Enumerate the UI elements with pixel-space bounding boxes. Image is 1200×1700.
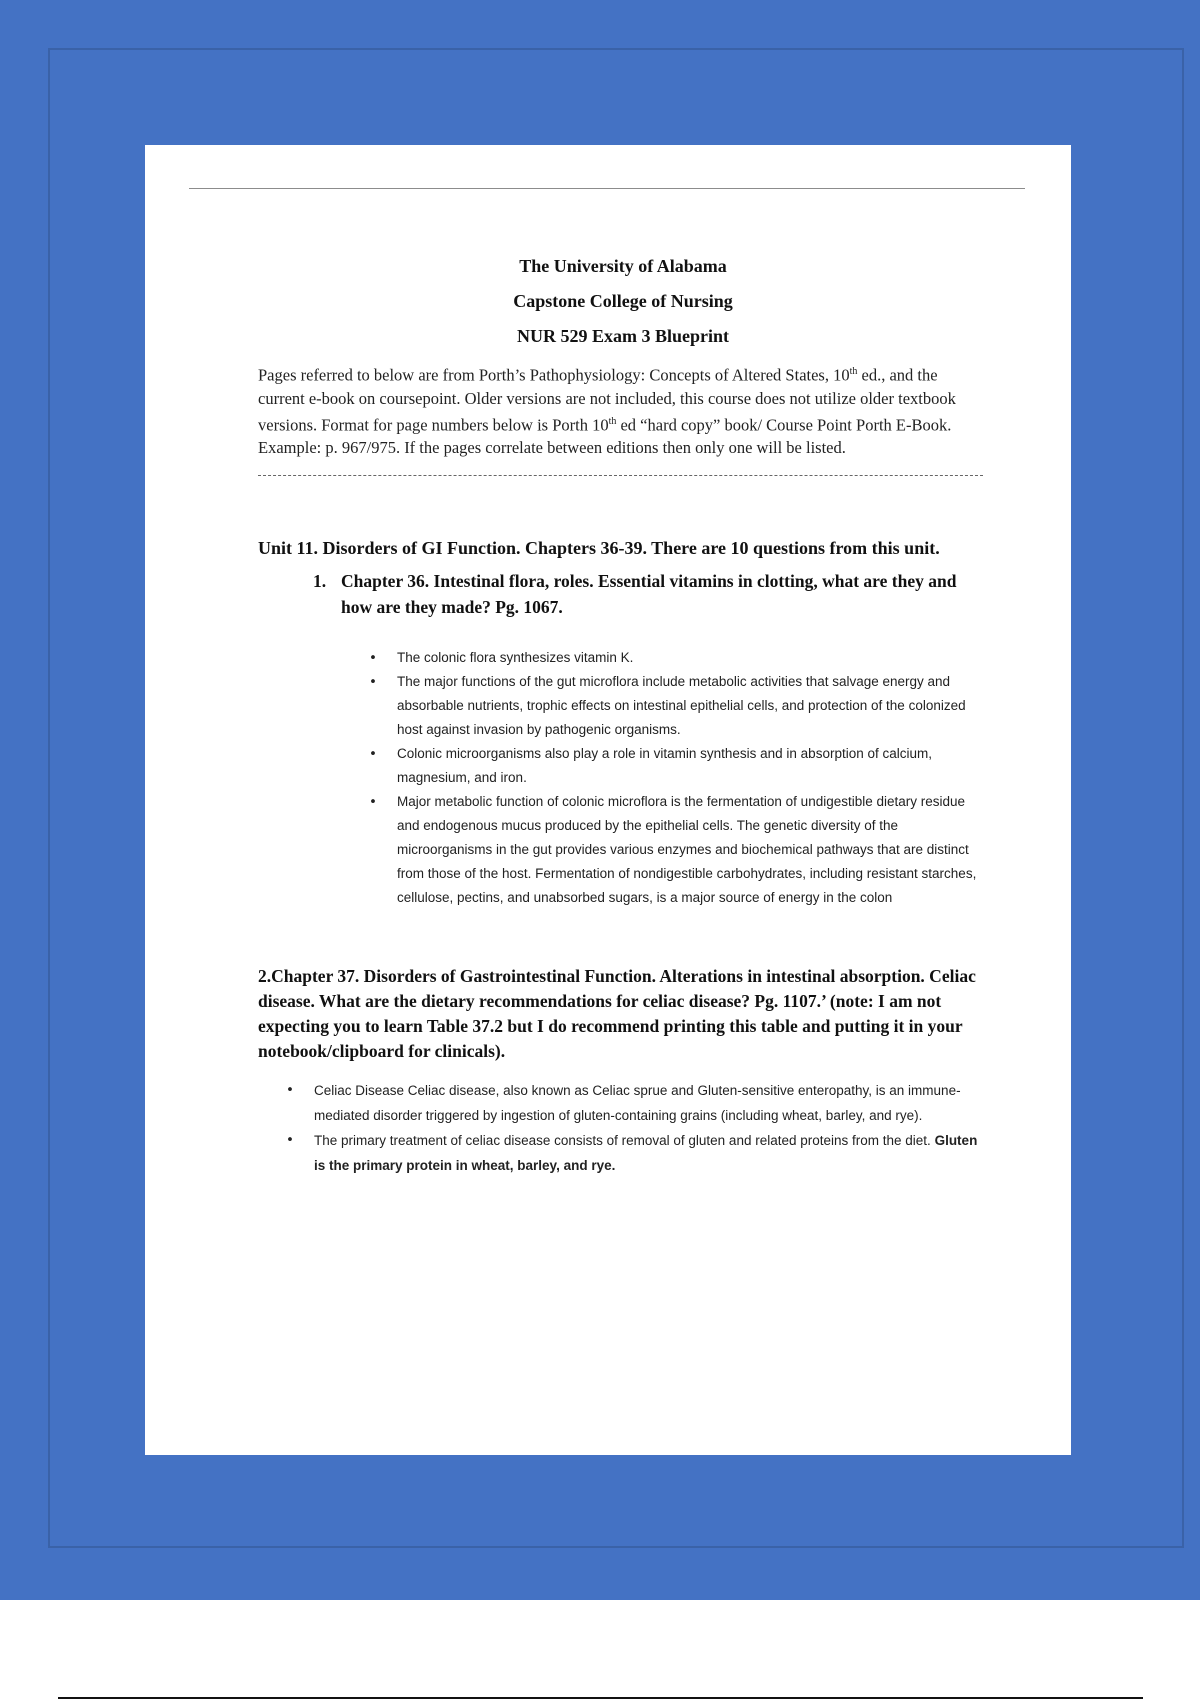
intro-text-2: ed., and the current e-book on coursepoint. Older versions are not included, this course does not utilize older textbook versions. Format for page numbers below is Porth 10 xyxy=(258,365,956,434)
question-2-answer-list xyxy=(314,1078,988,1178)
list-item-text: The primary treatment of celiac disease consists of removal of gluten and related proteins from the diet. xyxy=(314,1133,935,1148)
college-title: Capstone College of Nursing xyxy=(513,291,733,311)
list-item: • Celiac Disease Celiac disease, also known as Celiac sprue and Gluten-sensitive enteropathy, is an immune-mediated disorder triggered by ingestion of gluten-containing grains (including wheat, barley, and rye). xyxy=(314,1078,988,1128)
question-1-answer-list xyxy=(397,646,987,910)
list-item: • Major metabolic function of colonic microflora is the fermentation of undigestible dietary residue and endogenous mucus produced by the epithelial cells. The genetic diversity of the microorganisms in the gut provides various enzymes and biochemical pathways that are distinct from those of the host. Fermentation of nondigestible carbohydrates, including resistant starches, cellulose, pectins, and unabsorbed sugars, is a major source of energy in the colon xyxy=(397,790,987,910)
bottom-page-rule xyxy=(58,1697,1143,1699)
unit-title: Unit 11. Disorders of GI Function. Chapters 36-39. There are 10 questions from this unit. xyxy=(258,538,940,558)
intro-text-1: Pages referred to below are from Porth’s Pathophysiology: Concepts of Altered States, 10 xyxy=(258,365,850,385)
university-title: The University of Alabama xyxy=(519,256,727,276)
page-header-rule xyxy=(189,188,1025,189)
question-1-number: 1. xyxy=(313,571,327,591)
document-page xyxy=(145,145,1071,1455)
list-item xyxy=(314,1128,988,1178)
list-item: • The major functions of the gut microflora include metabolic activities that salvage energy and absorbable nutrients, trophic effects on intestinal epithelial cells, and protection of the colonized host against invasion by pathogenic organisms. xyxy=(397,670,987,742)
dashed-divider xyxy=(258,475,983,476)
question-2-text: 2.Chapter 37. Disorders of Gastrointestinal Function. Alterations in intestinal absorption. Celiac disease. What are the dietary recommendations for celiac disease? Pg. 1107.’ (note: I am not expecting you to learn Table 37.2 but I do recommend printing this table and putting it in your notebook/clipboard for clinicals). xyxy=(258,966,976,1061)
list-item: • Colonic microorganisms also play a role in vitamin synthesis and in absorption of calcium, magnesium, and iron. xyxy=(397,742,987,790)
exam-title: NUR 529 Exam 3 Blueprint xyxy=(516,326,729,346)
intro-paragraph xyxy=(258,360,988,459)
list-item-emphasis: Gluten is the primary protein in wheat, barley, and rye. xyxy=(314,1133,978,1173)
document-content xyxy=(258,255,988,1178)
question-1 xyxy=(313,568,988,620)
intro-text-3: ed “hard copy” book/ Course Point Porth E-Book. Example: p. 967/975. If the pages correlate between editions then only one will be listed. xyxy=(258,415,952,457)
intro-superscript-1: th xyxy=(849,366,858,377)
intro-superscript-2: th xyxy=(608,415,617,427)
question-1-text: Chapter 36. Intestinal flora, roles. Essential vitamins in clotting, what are they and how are they made? Pg. 1067. xyxy=(341,571,957,617)
list-item: • The colonic flora synthesizes vitamin K. xyxy=(397,646,987,670)
